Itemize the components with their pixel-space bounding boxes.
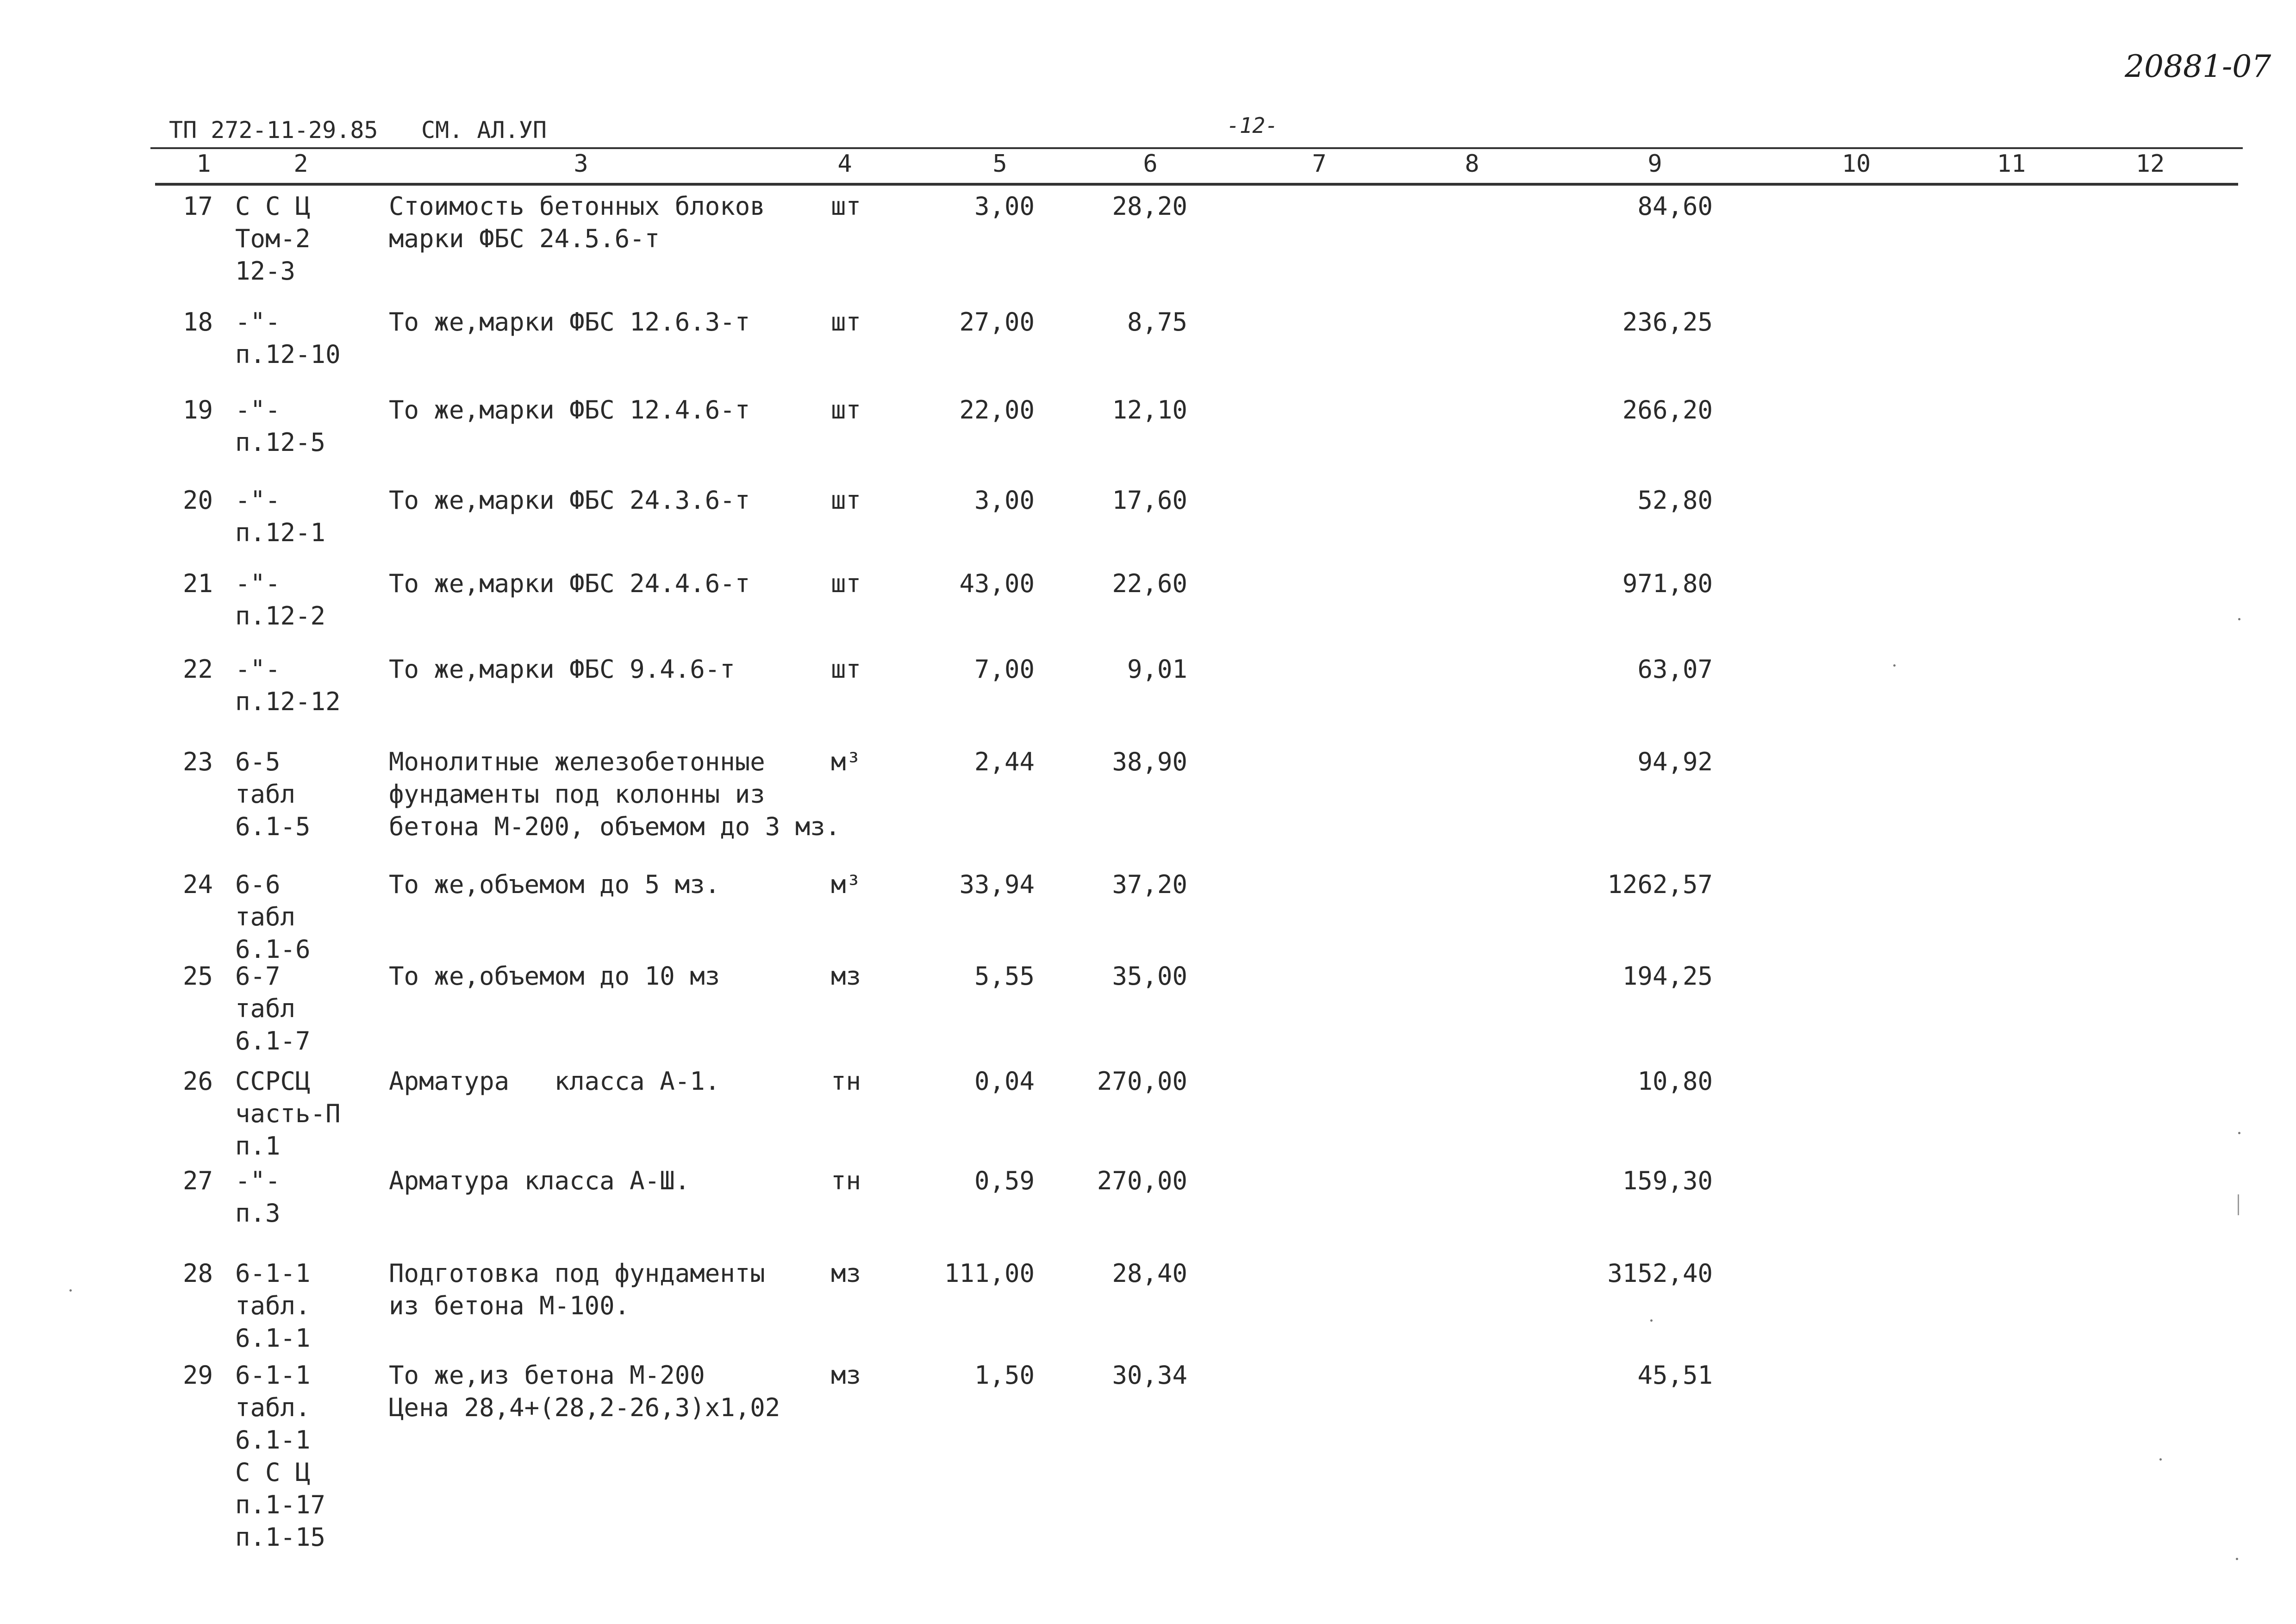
row-basis-line: 6-1-1 — [235, 1259, 311, 1288]
row-description-line: То же,марки ФБС 24.4.6-т — [389, 569, 750, 598]
row-unit-price: 35,00 — [1112, 962, 1187, 991]
row-unit-price: 8,75 — [1127, 307, 1187, 337]
row-basis-line: табл — [235, 780, 296, 809]
row-basis-line: табл. — [235, 1291, 311, 1320]
row-basis-line: табл. — [235, 1393, 311, 1422]
row-number: 26 — [182, 1067, 213, 1096]
row-unit-price: 38,90 — [1112, 747, 1187, 776]
row-description-line: Арматура класса А-1. — [389, 1067, 720, 1096]
column-header-6: 6 — [1143, 150, 1158, 178]
row-basis-line: п.12-1 — [235, 518, 326, 547]
column-header-12: 12 — [2135, 150, 2165, 178]
row-number: 21 — [182, 569, 213, 598]
column-header-5: 5 — [992, 150, 1007, 178]
row-quantity: 3,00 — [974, 486, 1035, 515]
row-total-cost: 84,60 — [1637, 192, 1713, 221]
row-total-cost: 45,51 — [1637, 1361, 1713, 1390]
sheet-reference: СМ. АЛ.УП — [421, 117, 547, 144]
row-description-line: То же,марки ФБС 12.6.3-т — [389, 307, 750, 337]
row-description-line: фундаменты под колонны из — [389, 780, 765, 809]
row-basis-line: п.12-5 — [235, 428, 326, 457]
row-total-cost: 194,25 — [1622, 962, 1713, 991]
column-header-11: 11 — [1997, 150, 2026, 178]
row-unit-price: 270,00 — [1097, 1166, 1187, 1195]
header-top-rule — [150, 147, 2243, 149]
row-basis-line: С С Ц — [235, 192, 311, 221]
row-basis-line: 6-7 — [235, 962, 281, 991]
row-basis-line: табл — [235, 994, 296, 1023]
row-quantity: 22,00 — [959, 395, 1035, 425]
row-number: 17 — [182, 192, 213, 221]
row-unit: тн — [831, 1166, 861, 1195]
row-unit: мз — [831, 1361, 861, 1390]
scan-speck — [69, 1289, 72, 1292]
row-quantity: 0,04 — [974, 1067, 1035, 1096]
row-basis-line: -"- — [235, 486, 281, 515]
row-total-cost: 971,80 — [1622, 569, 1713, 598]
row-basis-line: -"- — [235, 395, 281, 425]
row-unit: шт — [831, 395, 861, 425]
row-basis-line: -"- — [235, 569, 281, 598]
row-basis-line: 6-5 — [235, 747, 281, 776]
scan-speck — [2159, 1458, 2162, 1461]
row-basis-line: табл — [235, 902, 296, 931]
page-number: -12- — [1227, 113, 1278, 138]
row-description-line: Арматура класса А-Ш. — [389, 1166, 690, 1195]
row-basis-line: 6.1-7 — [235, 1026, 311, 1056]
row-unit: мз — [831, 962, 861, 991]
row-quantity: 1,50 — [974, 1361, 1035, 1390]
row-number: 19 — [182, 395, 213, 425]
row-basis-line: часть-П — [235, 1099, 341, 1128]
row-description-line: Цена 28,4+(28,2-26,3)х1,02 — [389, 1393, 780, 1422]
row-description-line: То же,объемом до 10 мз — [389, 962, 720, 991]
row-number: 27 — [182, 1166, 213, 1195]
column-header-3: 3 — [574, 150, 588, 178]
row-quantity: 7,00 — [974, 655, 1035, 684]
row-unit-price: 22,60 — [1112, 569, 1187, 598]
column-header-1: 1 — [196, 150, 211, 178]
row-total-cost: 94,92 — [1637, 747, 1713, 776]
row-unit-price: 28,40 — [1112, 1259, 1187, 1288]
row-quantity: 27,00 — [959, 307, 1035, 337]
row-total-cost: 266,20 — [1622, 395, 1713, 425]
row-unit-price: 17,60 — [1112, 486, 1187, 515]
row-description-line: То же,марки ФБС 9.4.6-т — [389, 655, 735, 684]
row-description-line: То же,из бетона М-200 — [389, 1361, 705, 1390]
row-basis-line: Том-2 — [235, 224, 311, 253]
row-description-line: Монолитные железобетонные — [389, 747, 765, 776]
row-basis-line: 6.1-1 — [235, 1425, 311, 1455]
row-unit: м³ — [831, 870, 861, 899]
row-unit: шт — [831, 307, 861, 337]
row-unit-price: 30,34 — [1112, 1361, 1187, 1390]
row-unit: тн — [831, 1067, 861, 1096]
row-quantity: 33,94 — [959, 870, 1035, 899]
scan-speck — [2238, 1132, 2240, 1134]
row-quantity: 111,00 — [944, 1259, 1035, 1288]
row-number: 18 — [182, 307, 213, 337]
archive-number: 20881-07 — [2125, 49, 2271, 84]
row-basis-line: -"- — [235, 655, 281, 684]
row-basis-line: 6.1-6 — [235, 935, 311, 964]
row-quantity: 43,00 — [959, 569, 1035, 598]
row-quantity: 5,55 — [974, 962, 1035, 991]
row-basis-line: п.12-12 — [235, 687, 341, 716]
scan-speck — [1893, 664, 1896, 667]
row-total-cost: 52,80 — [1637, 486, 1713, 515]
row-number: 25 — [182, 962, 213, 991]
row-basis-line: п.1-15 — [235, 1523, 326, 1552]
header-bottom-rule — [155, 183, 2238, 186]
row-number: 23 — [182, 747, 213, 776]
row-description-line: бетона М-200, объемом до 3 мз. — [389, 812, 841, 841]
row-description-line: марки ФБС 24.5.6-т — [389, 224, 660, 253]
row-quantity: 2,44 — [974, 747, 1035, 776]
row-basis-line: 6-6 — [235, 870, 281, 899]
row-unit-price: 28,20 — [1112, 192, 1187, 221]
row-description-line: То же,объемом до 5 мз. — [389, 870, 720, 899]
column-header-7: 7 — [1312, 150, 1327, 178]
row-number: 28 — [182, 1259, 213, 1288]
document-code: ТП 272-11-29.85 — [169, 117, 378, 144]
row-basis-line: -"- — [235, 1166, 281, 1195]
row-number: 24 — [182, 870, 213, 899]
row-description-line: Стоимость бетонных блоков — [389, 192, 765, 221]
row-unit: шт — [831, 655, 861, 684]
column-header-9: 9 — [1647, 150, 1662, 178]
column-header-2: 2 — [293, 150, 308, 178]
row-basis-line: п.12-10 — [235, 340, 341, 369]
row-number: 20 — [182, 486, 213, 515]
row-basis-line: ССРСЦ — [235, 1067, 311, 1096]
row-unit-price: 37,20 — [1112, 870, 1187, 899]
column-header-8: 8 — [1465, 150, 1479, 178]
row-description-line: То же,марки ФБС 12.4.6-т — [389, 395, 750, 425]
row-description-line: из бетона М-100. — [389, 1291, 630, 1320]
row-description-line: Подготовка под фундаменты — [389, 1259, 765, 1288]
row-total-cost: 1262,57 — [1607, 870, 1713, 899]
row-description-line: То же,марки ФБС 24.3.6-т — [389, 486, 750, 515]
row-unit-price: 270,00 — [1097, 1067, 1187, 1096]
row-basis-line: п.12-2 — [235, 601, 326, 631]
row-basis-line: 6.1-5 — [235, 812, 311, 841]
row-unit: мз — [831, 1259, 861, 1288]
scan-speck — [2238, 618, 2240, 620]
row-quantity: 3,00 — [974, 192, 1035, 221]
row-total-cost: 3152,40 — [1607, 1259, 1713, 1288]
column-header-10: 10 — [1841, 150, 1871, 178]
scan-mark — [2238, 1194, 2239, 1215]
row-basis-line: 6.1-1 — [235, 1324, 311, 1353]
row-number: 29 — [182, 1361, 213, 1390]
row-basis-line: п.1 — [235, 1131, 281, 1161]
scan-speck — [1650, 1319, 1653, 1322]
row-unit: шт — [831, 192, 861, 221]
row-total-cost: 159,30 — [1622, 1166, 1713, 1195]
row-basis-line: 6-1-1 — [235, 1361, 311, 1390]
row-basis-line: п.3 — [235, 1199, 281, 1228]
row-unit-price: 9,01 — [1127, 655, 1187, 684]
row-basis-line: п.1-17 — [235, 1490, 326, 1519]
row-basis-line: 12-3 — [235, 256, 296, 286]
column-header-4: 4 — [837, 150, 852, 178]
row-basis-line: С С Ц — [235, 1458, 311, 1487]
row-total-cost: 236,25 — [1622, 307, 1713, 337]
row-total-cost: 10,80 — [1637, 1067, 1713, 1096]
row-basis-line: -"- — [235, 307, 281, 337]
row-unit: м³ — [831, 747, 861, 776]
row-quantity: 0,59 — [974, 1166, 1035, 1195]
scan-speck — [2236, 1558, 2238, 1560]
row-unit-price: 12,10 — [1112, 395, 1187, 425]
row-unit: шт — [831, 569, 861, 598]
row-number: 22 — [182, 655, 213, 684]
row-unit: шт — [831, 486, 861, 515]
row-total-cost: 63,07 — [1637, 655, 1713, 684]
